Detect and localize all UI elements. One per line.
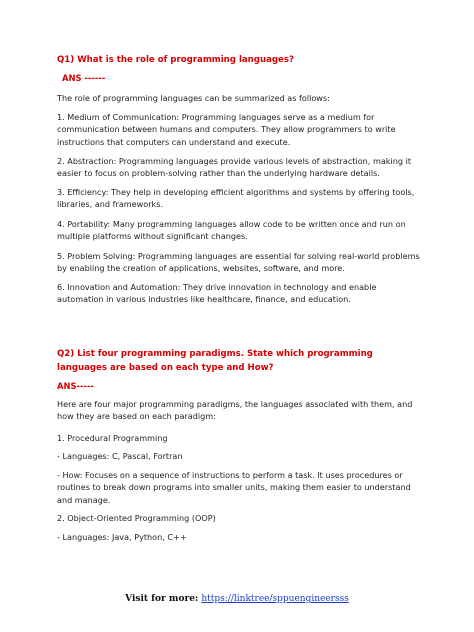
footer-link[interactable]: https://linktree/sppuengineersss [201, 594, 349, 604]
q2-intro: Here are four major programming paradigms, the languages associated with them, and how they are based on each paradigm: [57, 399, 413, 422]
q2-item-3: - How: Focuses on a sequence of instructions to perform a task. It uses procedures or routines to break down programs into smaller units, making them easier to understand and manage. [57, 470, 411, 505]
q1-ans-label: ANS ------ [62, 73, 106, 83]
q1-question: Q1) What is the role of programming languages? [57, 55, 294, 65]
q2-item-4: 2. Object-Oriented Programming (OOP) [57, 513, 216, 523]
q1-point-5: 5. Problem Solving: Programming languages are essential for solving real-world problems by enabling the creation of applications, websites, software, and more. [57, 251, 420, 274]
q1-intro: The role of programming languages can be summarized as follows: [57, 93, 330, 103]
q2-item-5: - Languages: Java, Python, C++ [57, 532, 187, 542]
q1-point-4: 4. Portability: Many programming languages allow code to be written once and run on multiple platforms without significant changes. [57, 219, 406, 242]
q1-point-1: 1. Medium of Communication: Programming languages serve as a medium for communication between humans and computers. They allow programmers to write instructions that computers can understand and execute. [57, 112, 396, 147]
q2-item-1: 1. Procedural Programming [57, 433, 168, 443]
q2-ans-label: ANS----- [57, 381, 94, 391]
footer [0, 594, 474, 604]
q2-item-2: - Languages: C, Pascal, Fortran [57, 451, 183, 461]
q1-point-6: 6. Innovation and Automation: They drive innovation in technology and enable automation in various industries like healthcare, finance, and education. [57, 282, 377, 305]
q2-question: Q2) List four programming paradigms. State which programming languages are based on each type and How? [57, 349, 373, 373]
q1-point-2: 2. Abstraction: Programming languages provide various levels of abstraction, making it easier to focus on problem-solving rather than the underlying hardware details. [57, 156, 411, 179]
footer-label: Visit for more: [125, 594, 199, 604]
q1-point-3: 3. Efficiency: They help in developing efficient algorithms and systems by offering tools, libraries, and frameworks. [57, 187, 415, 210]
